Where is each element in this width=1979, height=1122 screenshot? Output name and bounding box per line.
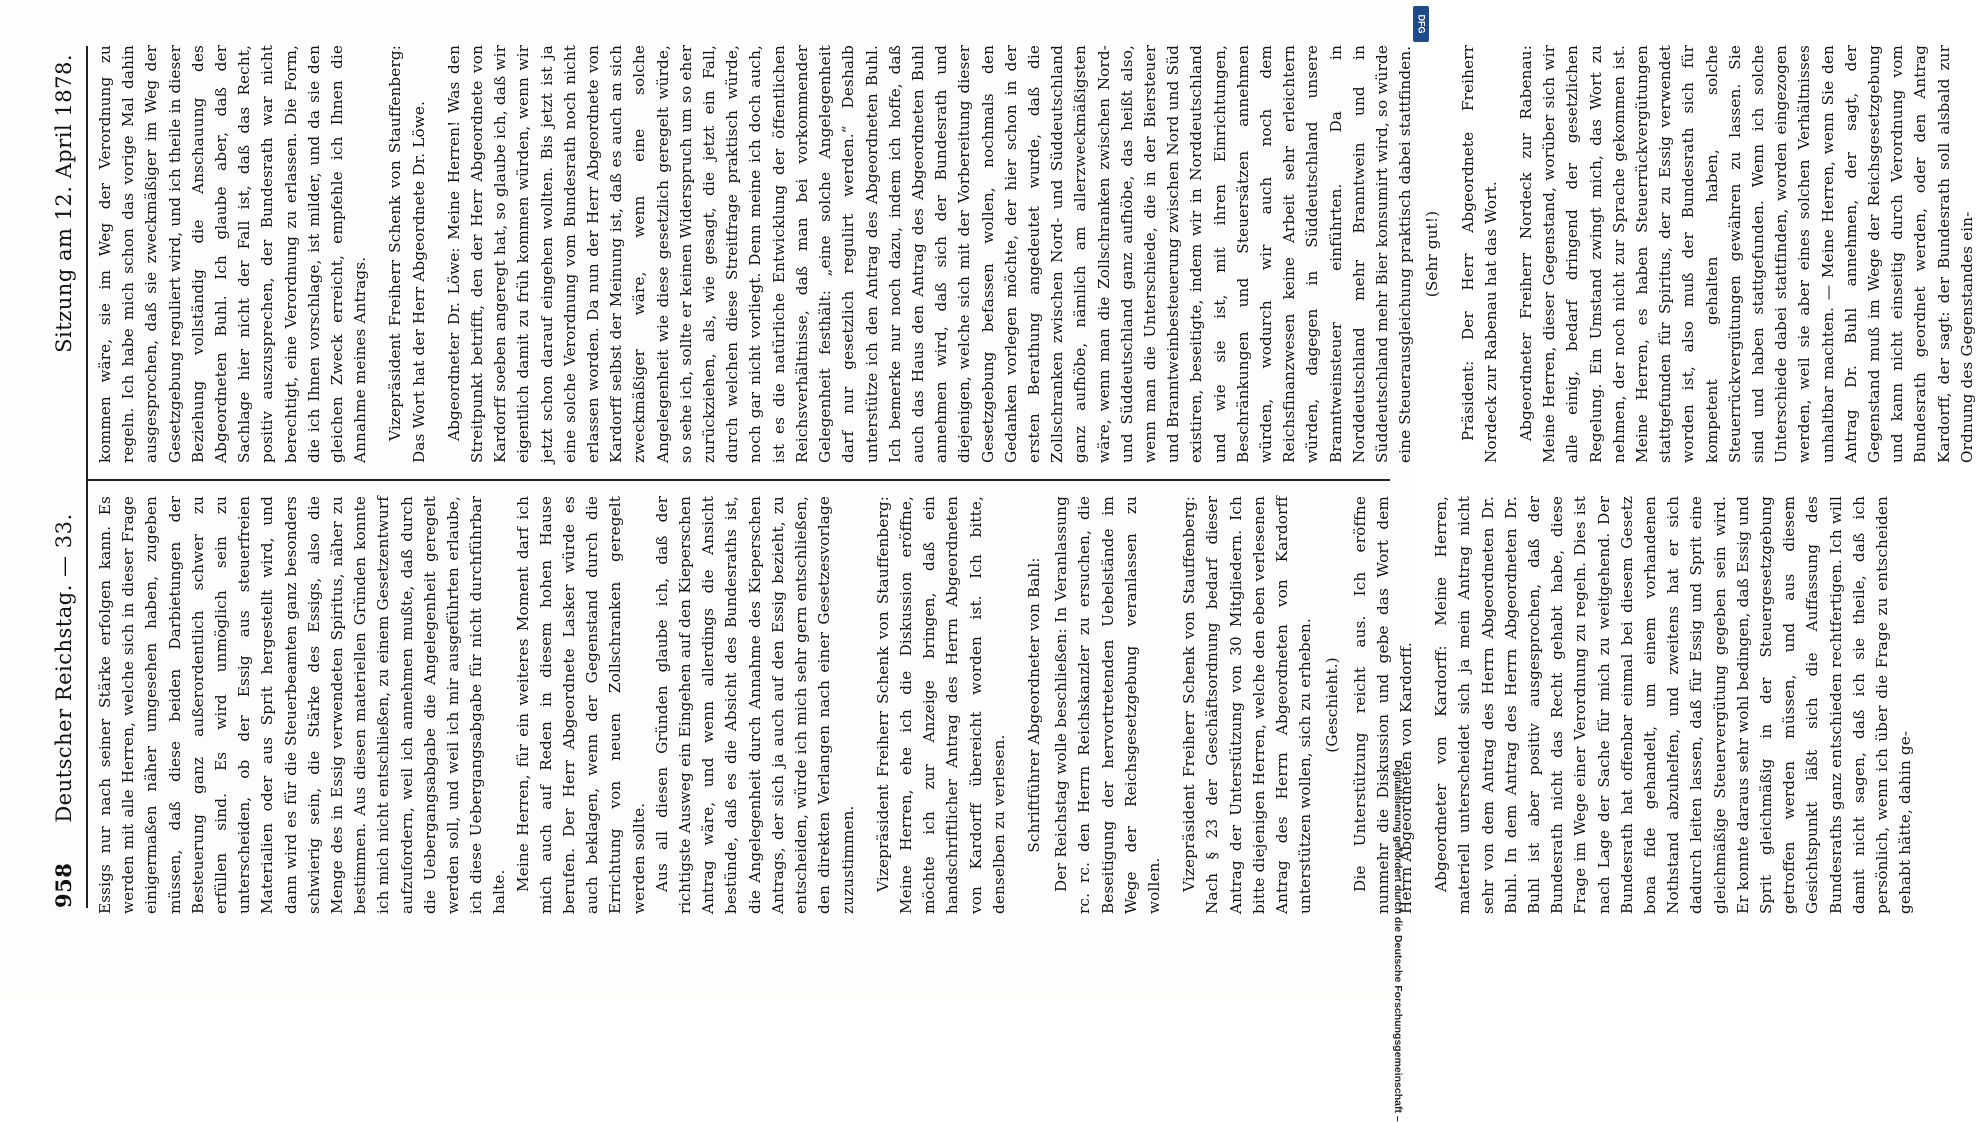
dfg-logo: DFG	[1413, 6, 1429, 42]
stage-note: (Sehr gut!)	[1423, 210, 1442, 298]
page-header	[18, 46, 76, 908]
paragraph: Meine Herren, für ein weiteres Moment darf ich mich auch auf Reden in diesem hohen Hause berufen. Der Herr Abgeordnete Lasker würde es auch beklagen, wenn der Gegenstand durch die Errichtung von neuen Zollschranken geregelt werden sollte.	[513, 496, 648, 914]
digitization-note	[1392, 0, 1428, 1122]
nordeck-speech: Abgeordneter Freiherr Nordeck zur Rabenau: Meine Herren, dieser Gegenstand, worüber sich wir alle einig, bedarf dringend der gesetzlichen Regelung. Ein Umstand zwingt mich, das Wort zu nehmen, der noch nicht zur Sprache gekommen ist. Meine Herren, es haben Steuerrückvergütungen stattgefunden für Spiritus, der zu Essig verwendet worden ist, also muß der Bundesrath sich für kompetent gehalten haben, solche Steuerrückvergütungen gewähren zu lassen. Sie sind und haben stattgefunden. Wenn ich solche Unterschiede dabei stattfinden, worden eingezogen werden, weil sie aber eines solchen Verhältnisses unhaltbar machten. — Meine Herren, wenn Sie den Antrag Dr. Buhl annehmen, der sagt, der Gegenstand muß im Wege der Reichsgesetzgebung und kann nicht einseitig durch Verordnung vom Bundesrath geordnet werden, oder den Antrag Kardorff, der sagt: der Bundesrath soll alsbald zur Ordnung des Gegenstandes ein-	[1516, 45, 1976, 463]
paragraph: Die Unterstützung reicht aus. Ich eröffne nunmehr die Diskussion und gebe das Wort dem Herrn Abgeordneten von Kardorff.	[1350, 496, 1415, 914]
stage-note: (Geschieht.)	[1323, 657, 1342, 753]
right-column	[94, 45, 1979, 463]
secretary-label: Schriftführer Abgeordneter von Bahl:	[1024, 557, 1043, 853]
loewe-speech: Abgeordneter Dr. Löwe: Meine Herren! Was den Streitpunkt betrifft, den der Herr Abgeordnete von Kardorff soeben angeregt hat, so glaube ich, daß wir eigentlich damit zu früh kommen würden, wenn wir jetzt schon darauf eingehen wollten. Bis jetzt ist ja eine solche Verordnung vom Bundesrath noch nicht erlassen worden. Da nun der Herr Abgeordnete von Kardorff selbst der Meinung ist, daß es auch an sich zweckmäßiger wäre, wenn eine solche Angelegenheit wie diese gesetzlich geregelt würde, so sehe ich, sollte er keinen Widerspruch um so eher zurückziehen, als, wie gesagt, die jetzt ein Fall, durch welchen diese Streitfrage praktisch würde, noch gar nicht vorliegt. Denn meine ich doch auch, ist es die natürliche Entwicklung der öffentlichen Reichsverhältnisse, daß man bei vorkommender Gelegenheit festhält: „eine solche Angelegenheit darf nur gesetzlich regulirt werden.“ Deshalb unterstütze ich den Antrag des Abgeordneten Buhl. Ich bemerke nur noch dazu, indem ich hoffe, daß auch das Haus den Antrag des Abgeordneten Buhl annehmen wird, daß sich der Bundesrath und diejenigen, welche sich mit der Vorbereitung dieser Gesetzgebung befassen wollen, nochmals den Gedanken vorlegen möchte, der hier schon in der ersten Berathung angedeutet wurde, daß die Zollschranken zwischen Nord- und Süddeutschland ganz aufhöbe, nämlich am allerzweckmäßigsten wäre, wenn man die Zollschranken zwischen Nord- und Süddeutschland ganz aufhöbe, das heißt also, wenn man die Unterschiede, die in der Biersteuer und Branntweinbesteuerung zwischen Nord und Süd existiren, beseitigte, indem wir in Norddeutschland und wie sie ist, mit ihren Einrichtungen, Beschränkungen und Steuersätzen annehmen würden, wodurch wir auch noch dem Reichsfinanzwesen keine Arbeit sehr erleichtern würden, dagegen in Süddeutschland unsere Branntweinsteuer einführten. Da in Norddeutschland mehr Branntwein und in Süddeutschland mehr Bier konsumirt wird, so würde eine Steuerausgleichung praktisch dabei stattfinden.	[444, 45, 1415, 463]
vice-president-speech: Vizepräsident Freiherr Schenk von Stauffenberg: Meine Herren, ehe ich die Diskussion eröffne, möchte ich zur Anzeige bringen, daß ein handschriftlicher Antrag des Herrn Abgeordneten von Kardorff übereicht worden ist. Ich bitte, denselben zu verlesen.	[873, 496, 1008, 914]
header-rule	[86, 46, 88, 908]
paragraph: kommen wäre, sie im Weg der Verordnung zu regeln. Ich habe mich schon das vorige Mal dahin ausgesprochen, daß sie zweckmäßiger im Weg der Gesetzgebung reguliert wird, und ich theile in dieser Beziehung vollständig die Anschauung des Abgeordneten Buhl. Ich glaube aber, daß der Sachlage hier nicht der Fall ist, daß das Recht, positiv auszusprechen, der Bundesrath war nicht berechtigt, eine Verordnung zu erlassen. Die Form, die ich Ihnen vorschlage, ist milder, und da sie den gleichen Zweck erreicht, empfehle ich Ihnen die Annahme meines Antrags.	[96, 45, 370, 463]
president-speech: Präsident: Der Herr Abgeordnete Freiherr Nordeck zur Rabenau hat das Wort.	[1458, 45, 1500, 463]
kardorff-speech: Abgeordneter von Kardorff: Meine Herren, materiell unterscheidet sich ja mein Antrag nicht sehr von dem Antrag des Herrn Abgeordneten Dr. Buhl. In dem Antrag des Herrn Abgeordneten Dr. Buhl ist aber positiv ausgesprochen, daß der Bundesrath nicht das Recht gehabt habe, diese Frage im Wege einer Verordnung zu regeln. Dies ist nach Lage der Sache für mich zu weitgehend. Der Bundesrath hat offenbar einmal bei diesem Gesetz bona fide gehandelt, um einem vorhandenen Nothstand abzuhelfen, und zweitens hat er sich dadurch leiten lassen, daß für Essig und Sprit eine gleichmäßige Steuervergütung gegeben sein wird. Er konnte daraus sehr wohl bedingen, daß Essig und Sprit gleichmäßig in der Steuergesetzgebung getroffen werden müssen, und aus diesem Gesichtspunkt läßt sich die Auffassung des Bundesraths ganz entschieden rechtfertigen. Ich will damit nicht sagen, daß ich sie theile, daß ich persönlich, wenn ich über die Frage zu entscheiden gehabt hätte, dahin ge-	[1432, 496, 1915, 914]
page-number: 958	[51, 862, 76, 908]
vice-president-speech: Vizepräsident Freiherr Schenk von Stauffenberg: Das Wort hat der Herr Abgeordnete Dr. Löwe.	[386, 45, 428, 463]
motion-text: Der Reichstag wolle beschließen: In Veranlassung rc. rc. den Herrn Reichskanzler zu ersuchen, die Beseitigung der hervortretenden Uebelstände im Wege der Reichsgesetzgebung veranlassen zu wollen.	[1052, 496, 1163, 914]
session-date: Sitzung am 12. April 1878.	[52, 54, 76, 353]
publication-title: Deutscher Reichstag. — 33.	[52, 513, 76, 823]
column-divider	[88, 479, 1390, 481]
vice-president-speech: Vizepräsident Freiherr Schenk von Stauffenberg: Nach § 23 der Geschäftsordnung bedarf dieser Antrag der Unterstützung von 30 Mitgliedern. Ich bitte diejenigen Herren, welche den eben verlesenen Antrag des Herrn Abgeordneten von Kardorff unterstützen wollen, sich zu erheben.	[1180, 496, 1315, 914]
left-column	[94, 496, 1917, 914]
paragraph: Essigs nur nach seiner Stärke erfolgen kann. Es werden mit alle Herren, welche sich in dieser Frage einigermaßen näher umgesehen haben, zugeben müssen, daß diese beiden Darbietungen der Besteuerung ganz außerordentlich schwer zu erfüllen sind. Es wird unmöglich sein zu unterscheiden, ob der Essig aus steuerfreien Materialien oder aus Sprit hergestellt wird, und dann wird es für die Steuerbeamten ganz besonders schwierig sein, die Stärke des Essigs, also die Menge des in Essig verwendeten Spiritus, näher zu bestimmen. Aus diesen materiellen Gründen konnte ich mich nicht entschließen, zu einem Gesetzentwurf aufzufordern, weil ich annehmen mußte, daß durch die Uebergangsabgabe die Angelegenheit geregelt werden soll, und weil ich mir ausgeführten erlaube, ich diese Uebergangsabgabe für nicht durchführbar halte.	[96, 496, 509, 914]
paragraph: Aus all diesen Gründen glaube ich, daß der richtigste Ausweg ein Eingehen auf den Kieperschen Antrag wäre, und wenn allerdings die Ansicht bestünde, daß es die Absicht des Bundesraths ist, die Angelegenheit durch Annahme des Kieperschen Antrags, der sich ja auch auf den Essig bezieht, zu entscheiden, würde ich mich sehr gern entschließen, den direkten Verlangen nach einer Gesetzesvorlage zuzustimmen.	[652, 496, 857, 914]
digitization-text: Digitalisierung gefördert durch die Deutsche Forschungsgemeinschaft –	[1392, 760, 1404, 1122]
